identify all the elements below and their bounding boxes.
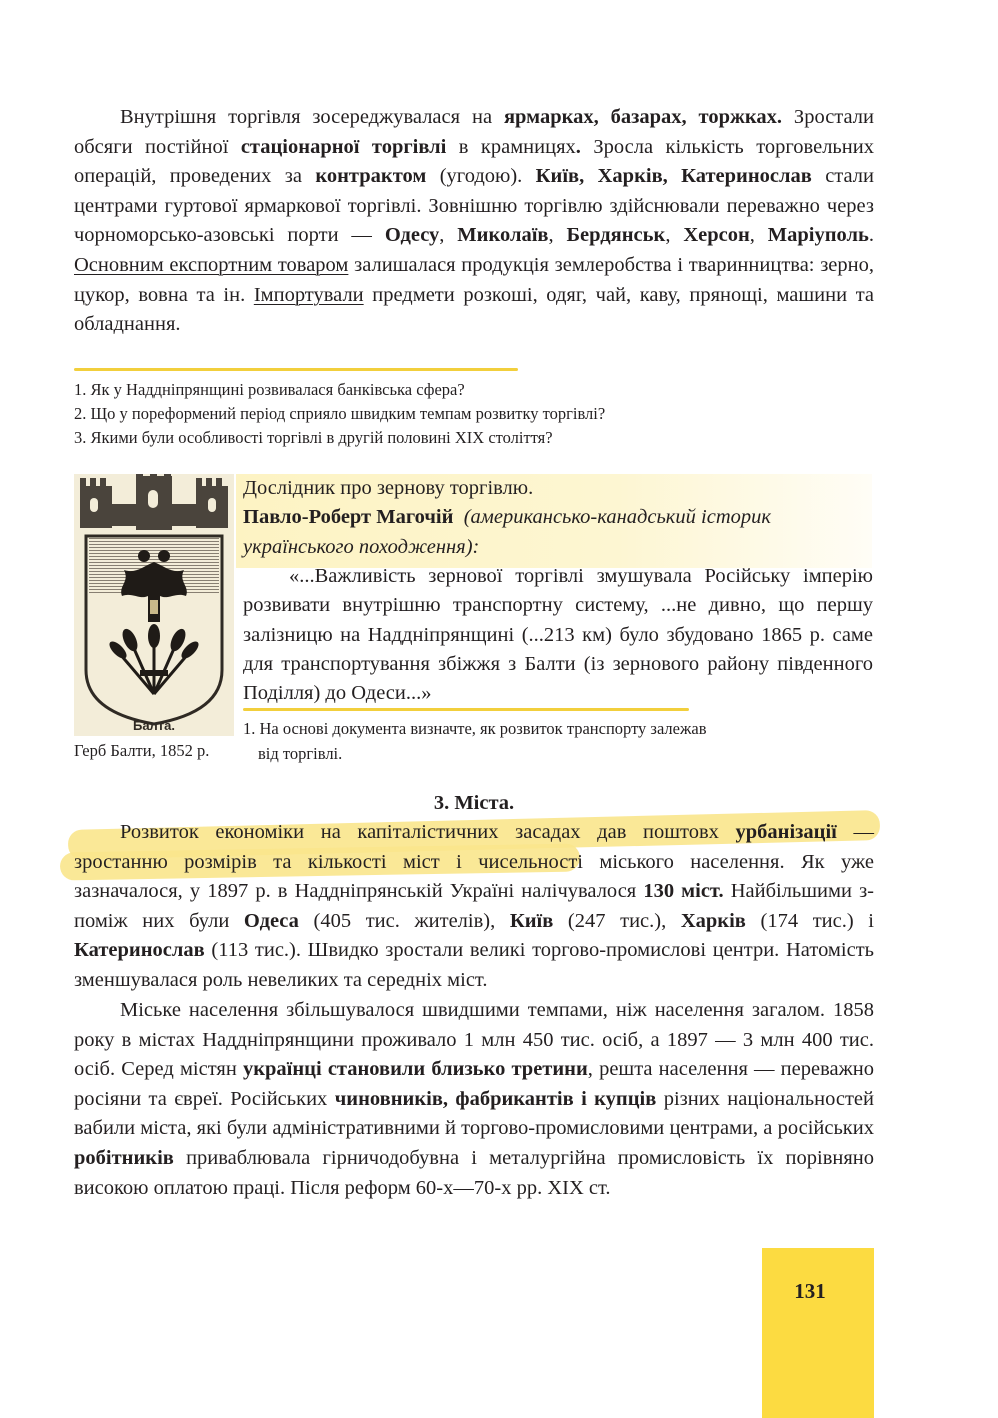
bold-term: Катеринослав	[74, 939, 205, 962]
text: ,	[439, 224, 458, 247]
bold-term: Київ, Харків, Катеринослав	[535, 165, 812, 188]
divider-rule	[74, 368, 518, 371]
text: Внутрішня торгівля зосереджувалася на	[120, 106, 504, 128]
bold-term: Київ	[509, 909, 554, 932]
question-line: 1. На основі документа визначте, як розвиток транспорту залежав	[243, 719, 707, 738]
text: в крамницях	[446, 135, 576, 158]
paragraph-trade	[74, 103, 874, 340]
bold-term: .	[575, 135, 581, 158]
text: приваблювала гірничодобувна і металургійна промисловість їх порівняно високою оплатою праці. Після реформ 60-х—70-х рр. XIX ст.	[74, 1146, 874, 1199]
bold-term: чиновників, фабрикантів і купців	[334, 1087, 657, 1110]
bold-term: 130 міст.	[643, 880, 724, 903]
text: ,	[665, 224, 684, 247]
text: Зростали обсяги постійної	[74, 106, 874, 158]
text: (247 тис.),	[553, 909, 681, 932]
bold-term: Херсон	[683, 224, 750, 247]
text: різних національностей вабили міста, які були адміністративними й торгово-промисловими центрами, а російських	[74, 1087, 874, 1140]
coat-of-arms-icon	[74, 474, 234, 736]
document-author-line	[243, 503, 873, 562]
bold-term: робітників	[74, 1146, 174, 1169]
bold-term: Маріуполь	[767, 224, 869, 247]
review-questions	[74, 378, 874, 450]
page-number: 131	[794, 1279, 826, 1303]
text: — зростанню розмірів та кількості міст і чисельності міського населення. Як уже зазначалося, у 1897 р. в Наддніпрянській Україні налічувалося	[74, 821, 874, 903]
text: залишалася продукція землеробства і тваринництва: зерно, цукор, вовна та ін.	[74, 253, 874, 306]
document-header	[243, 474, 873, 562]
question-item: 3. Якими були особливості торгівлі в другій половині XIX століття?	[74, 428, 553, 447]
bold-term: Одеса	[243, 909, 299, 932]
coat-of-arms-image	[74, 474, 234, 736]
text: Зросла кількість торговельних операцій, проведених за	[74, 135, 874, 188]
document-question	[243, 716, 873, 766]
divider-rule	[243, 708, 689, 711]
question-item: 2. Що у пореформений період сприяло швидким темпам розвитку торгівлі?	[74, 404, 606, 423]
underlined-term: Основним експортним товаром	[74, 253, 349, 276]
text: предмети розкоші, одяг, чай, каву, прянощі, машини та обладнання.	[74, 283, 875, 336]
question-line-wrap	[243, 741, 873, 766]
document-heading: Дослідник про зернову торгівлю.	[243, 477, 534, 499]
question-item: 1. Як у Наддніпрянщині розвивалася банківська сфера?	[74, 380, 465, 399]
text: стали центрами гуртової ярмаркової торгівлі. Зовнішню торгівлю здійснювали переважно через чорноморсько-азовські порти —	[74, 165, 874, 247]
document-author-note: (американсько-канадський історик українського походження):	[243, 506, 771, 558]
bold-term: урбанізації	[735, 821, 837, 843]
bold-term: Харків	[680, 909, 746, 932]
text: (405 тис. жителів),	[298, 909, 510, 932]
bold-term: Одесу	[384, 224, 440, 247]
text: .	[868, 224, 874, 247]
image-caption: Герб Балти, 1852 р.	[74, 741, 210, 760]
text: Міське населення збільшувалося швидшими темпами, ніж населення загалом. 1858 року в містах Наддніпрянщини проживало 1 млн 450 тис. осіб, а 1897 — 3 млн 400 тис. осіб. Серед містян	[74, 999, 874, 1081]
paragraph-urbanization	[74, 818, 874, 996]
question-line: від торгівлі.	[258, 744, 343, 763]
coat-label: Балта.	[132, 718, 176, 733]
bold-term: стаціонарної торгівлі	[240, 135, 447, 158]
text: ,	[749, 224, 768, 247]
text: Розвиток економіки на капіталістичних засадах дав поштовх	[120, 821, 736, 843]
text: , решта населення — переважно росіяни та євреї. Російських	[74, 1058, 874, 1110]
quote-text: «...Важливість зернової торгівлі змушувала Російську імперію розвивати внутрішню транспортну систему, ...не дивно, що першу залізницю на Наддніпрянщині (...213 км) було збудовано 1865 р. саме для транспортування збіжжя з Балти (із зернового району південного Поділля) до Одеси...»	[243, 565, 873, 705]
document-author: Павло-Роберт Магочій	[243, 506, 454, 529]
bold-term: ярмарках, базарах, торжках.	[503, 106, 783, 128]
section-title: 3. Міста.	[433, 792, 515, 814]
underlined-term: Імпортували	[253, 283, 364, 306]
bold-term: українці становили близько третини	[242, 1058, 588, 1081]
text: Найбільшими з-поміж них були	[74, 880, 874, 932]
document-quote	[243, 562, 873, 708]
text: (113 тис.). Швидко зростали великі торгово-промислові центри. Натомість зменшувалася роль невеликих та середніх міст.	[74, 939, 874, 991]
text: ,	[548, 224, 567, 247]
paragraph-population	[74, 996, 874, 1203]
bold-term: Бердянськ	[566, 224, 666, 247]
text: (174 тис.) і	[745, 909, 874, 932]
text: (угодою).	[426, 165, 536, 188]
bold-term: контрактом	[315, 165, 427, 188]
bold-term: Миколаїв	[457, 224, 549, 247]
page-number-tab	[762, 1248, 874, 1418]
